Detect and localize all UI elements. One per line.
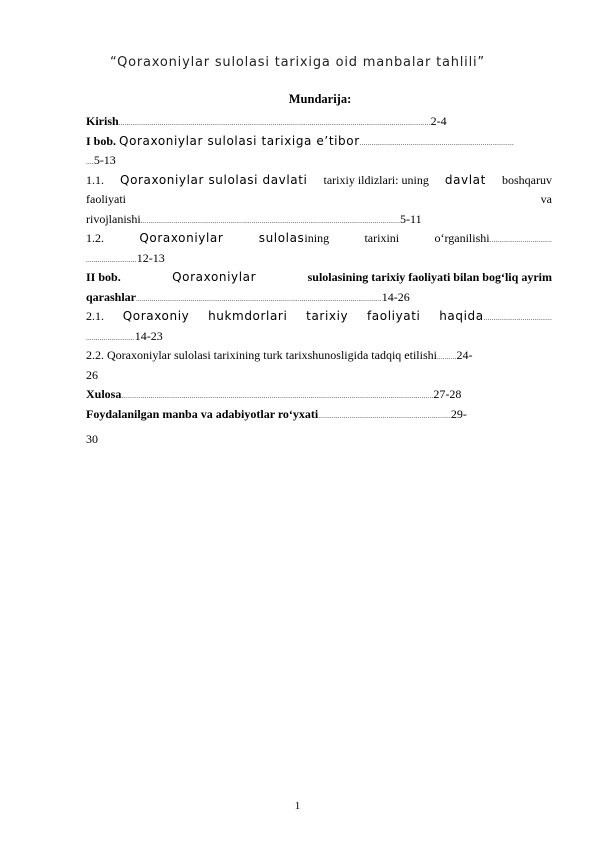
toc-heading: Mundarija: xyxy=(288,92,352,106)
leader-dots: .......................... xyxy=(86,255,137,264)
leader-dots: ..................................................................................................................................... xyxy=(140,216,401,225)
leader-dots: ............................................................................... xyxy=(359,138,514,147)
leader-dots: .......... xyxy=(436,353,457,361)
toc-entry-2-1-pages: .........................14-23 xyxy=(86,328,163,343)
toc-entry-bob2-pages: qarashlar..............................................................................................................................14-26 xyxy=(86,289,410,304)
leader-dots: ......................... xyxy=(86,333,135,342)
leader-dots: ................................ xyxy=(489,236,552,244)
toc-entry-foydalanilgan: Foydalanilgan manba va adabiyotlar ro‘yxati....................................................................29- xyxy=(86,406,467,421)
toc-entry-2-2-pages: 26 xyxy=(86,367,98,382)
leader-dots: ................................................................................................................................................................ xyxy=(118,119,431,127)
toc-entry-xulosa: Xulosa................................................................................................................................................................27-28 xyxy=(86,387,462,401)
toc-entry-bob2: II bob. Qoraxoniylar sulolasining tarixiy faoliyati bilan bog‘liq ayrim xyxy=(86,270,552,284)
leader-dots: ................................... xyxy=(483,314,552,322)
leader-dots: ................................................................................................................................................................ xyxy=(121,392,434,400)
toc-entry-1-1-pages: rivojlanishi.....................................................................................................................................5-11 xyxy=(86,211,422,226)
toc-entry-kirish: Kirish................................................................................................................................................................2-4 xyxy=(86,114,447,128)
toc-entry-bob1-pages: ....5-13 xyxy=(86,153,116,167)
toc-entry-1-2-pages: ..........................12-13 xyxy=(86,250,165,265)
toc-entry-1-1-cont: faoliyati va xyxy=(86,192,552,206)
leader-dots: .................................................................... xyxy=(318,411,451,420)
table-of-contents xyxy=(86,112,552,450)
toc-entry-1-1: 1.1. Qoraxoniylar sulolasi davlati tarixiy ildizlari: uning davlat boshqaruv xyxy=(86,172,552,187)
toc-entry-2-2: 2.2. Qoraxoniylar sulolasi tarixining turk tarixshunosligida tadqiq etilishi..........24- xyxy=(86,348,473,362)
toc-entry-bob1: I bob. Qoraxoniylar sulolasi tarixiga e’tibor............................................................................... xyxy=(86,133,514,148)
toc-entry-1-2: 1.2. Qoraxoniylar sulolasining tarixini o‘rganilishi................................ xyxy=(86,231,552,245)
page-number: 1 xyxy=(294,800,301,812)
toc-entry-2-1: 2.1. Qoraxoniy hukmdorlari tarixiy faoliyati haqida................................... xyxy=(86,309,552,323)
leader-dots: .............................................................................................................................. xyxy=(136,294,382,303)
document-title: “Qoraxoniylar sulolasi tarixiga oid manbalar tahlili” xyxy=(110,55,485,70)
toc-entry-foydalanilgan-pages: 30 xyxy=(86,432,98,446)
